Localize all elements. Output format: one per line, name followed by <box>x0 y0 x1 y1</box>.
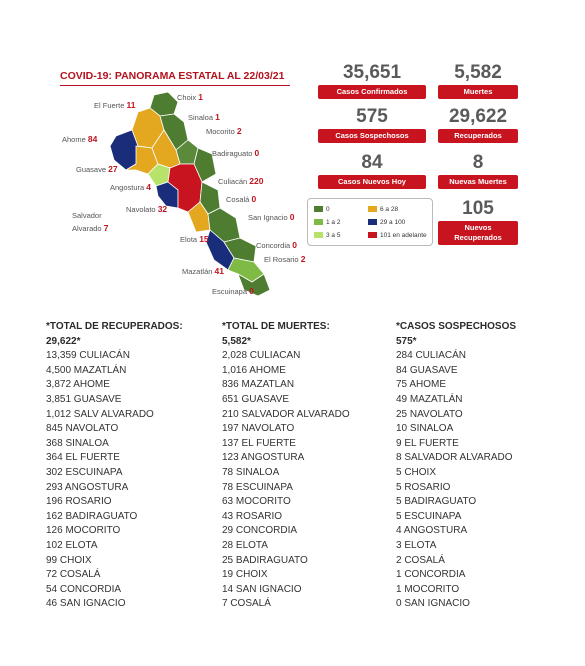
list-item: 25 NAVOLATO <box>396 408 463 420</box>
sospechosos-column <box>396 320 516 612</box>
list-item: 2,028 CULIACAN <box>222 350 301 362</box>
list-item: 284 CULIACÁN <box>396 350 467 362</box>
stat-sospechosos-value: 575 <box>356 106 388 127</box>
list-item: 123 ANGOSTURA <box>222 452 305 464</box>
muertes-heading: *TOTAL DE MUERTES: <box>222 321 330 332</box>
map-label-elota: Elota 15 <box>180 234 209 244</box>
list-item: 2 COSALÁ <box>396 554 445 566</box>
list-item: 10 SINALOA <box>396 423 454 435</box>
list-item: 29 CONCORDIA <box>222 525 298 537</box>
muertes-list <box>222 349 350 612</box>
list-item: 14 SAN IGNACIO <box>222 583 302 595</box>
list-item: 3 ELOTA <box>396 539 437 551</box>
stat-confirmados-value: 35,651 <box>342 62 402 83</box>
list-item: 1 MOCORITO <box>396 583 460 595</box>
list-item: 368 SINALOA <box>46 437 109 449</box>
sospechosos-heading: *CASOS SOSPECHOSOS <box>396 321 517 332</box>
map-label-sinaloa: Sinaloa 1 <box>188 112 220 122</box>
list-item: 126 MOCORITO <box>46 525 121 537</box>
stat-nuevos-hoy-label: Casos Nuevos Hoy <box>318 175 426 189</box>
list-item: 5 ROSARIO <box>396 481 451 493</box>
title-underline <box>60 85 290 86</box>
list-item: 78 SINALOA <box>222 466 280 478</box>
list-item: 46 SAN IGNACIO <box>46 598 126 610</box>
stat-sospechosos <box>318 106 426 143</box>
list-item: 75 AHOME <box>396 379 447 391</box>
map-label-concordia: Concordia 0 <box>256 240 298 250</box>
list-item: 78 ESCUINAPA <box>222 481 293 493</box>
map-label-salvador-alvarado: Salvador Alvarado 7 <box>72 211 109 233</box>
legend-item-0: 0 <box>314 206 330 213</box>
stat-muertes <box>438 62 518 99</box>
list-item: 28 ELOTA <box>222 539 268 551</box>
list-item: 196 ROSARIO <box>46 496 112 508</box>
list-item: 49 MAZATLÁN <box>396 393 463 405</box>
muertes-total: 5,582* <box>222 335 251 347</box>
stat-nuevos-recuperados-value: 105 <box>462 198 494 219</box>
map-label-escuinapa: Escuinapa 0 <box>212 286 254 296</box>
list-item: 4,500 MAZATLÁN <box>46 364 127 376</box>
list-item: 8 SALVADOR ALVARADO <box>396 452 513 464</box>
list-item: 210 SALVADOR ALVARADO <box>222 408 350 420</box>
list-item: 5 ESCUINAPA <box>396 510 462 522</box>
map-label-el-fuerte: El Fuerte 11 <box>94 100 136 110</box>
sospechosos-list <box>396 349 516 612</box>
legend-item-101: 101 en adelante <box>368 232 427 239</box>
map-label-navolato: Navolato 32 <box>126 204 168 214</box>
page-title: COVID-19: PANORAMA ESTATAL AL 22/03/21 <box>60 70 285 82</box>
recuperados-column <box>46 320 183 612</box>
list-item: 19 CHOIX <box>222 569 268 581</box>
list-item: 7 COSALÁ <box>222 598 271 610</box>
recuperados-heading: *TOTAL DE RECUPERADOS: <box>46 321 183 332</box>
list-item: 1,012 SALV ALVARADO <box>46 408 154 420</box>
list-item: 3,872 AHOME <box>46 379 110 391</box>
map-label-guasave: Guasave 27 <box>76 164 118 174</box>
list-item: 84 GUASAVE <box>396 364 458 376</box>
legend-item-6-28: 6 a 28 <box>368 206 398 213</box>
list-item: 25 BADIRAGUATO <box>222 554 308 566</box>
sospechosos-total: 575* <box>396 335 417 347</box>
list-item: 5 CHOIX <box>396 466 437 478</box>
stat-muertes-value: 5,582 <box>454 62 502 83</box>
list-item: 162 BADIRAGUATO <box>46 510 138 522</box>
list-item: 137 EL FUERTE <box>222 437 296 449</box>
list-item: 197 NAVOLATO <box>222 423 295 435</box>
recuperados-list <box>46 349 183 612</box>
map-label-cosala: Cosalá 0 <box>226 194 257 204</box>
list-item: 3,851 GUASAVE <box>46 393 122 405</box>
list-item: 54 CONCORDIA <box>46 583 122 595</box>
map-label-ahome: Ahome 84 <box>62 134 98 144</box>
list-item: 102 ELOTA <box>46 539 98 551</box>
map-label-angostura: Angostura 4 <box>110 182 152 192</box>
stat-nuevas-muertes-label: Nuevas Muertes <box>438 175 518 189</box>
map-label-san-ignacio: San Ignacio 0 <box>248 212 295 222</box>
stat-recuperados <box>438 106 518 143</box>
list-item: 5 BADIRAGUATO <box>396 496 477 508</box>
map-label-mazatlan: Mazatlán 41 <box>182 266 224 276</box>
stat-nuevas-muertes-value: 8 <box>472 152 484 173</box>
list-item: 13,359 CULIACÁN <box>46 350 130 362</box>
legend-item-1-2: 1 a 2 <box>314 219 340 226</box>
stat-nuevas-muertes <box>438 152 518 189</box>
sinaloa-map <box>60 90 310 300</box>
legend-item-29-100: 29 a 100 <box>368 219 405 226</box>
list-item: 836 MAZATLAN <box>222 379 295 391</box>
list-item: 63 MOCORITO <box>222 496 291 508</box>
list-item: 845 NAVOLATO <box>46 423 119 435</box>
map-label-choix: Choix 1 <box>177 92 204 102</box>
list-item: 651 GUASAVE <box>222 393 290 405</box>
legend-item-3-5: 3 a 5 <box>314 232 340 239</box>
list-item: 364 EL FUERTE <box>46 452 120 464</box>
stat-confirmados <box>318 62 426 99</box>
stat-recuperados-label: Recuperados <box>438 129 518 143</box>
list-item: 302 ESCUINAPA <box>46 466 123 478</box>
list-item: 9 EL FUERTE <box>396 437 459 449</box>
stat-nuevos-hoy-value: 84 <box>361 152 383 173</box>
stat-sospechosos-label: Casos Sospechosos <box>318 129 426 143</box>
list-item: 43 ROSARIO <box>222 510 283 522</box>
stat-recuperados-value: 29,622 <box>448 106 508 127</box>
map-label-culiacan: Culiacán 220 <box>218 176 264 186</box>
list-item: 4 ANGOSTURA <box>396 525 468 537</box>
stat-nuevos-recuperados <box>438 198 518 245</box>
recuperados-total: 29,622* <box>46 335 81 347</box>
stat-confirmados-label: Casos Confirmados <box>318 85 426 99</box>
list-item: 1 CONCORDIA <box>396 569 466 581</box>
stat-nuevos-recuperados-label: Nuevos Recuperados <box>438 221 518 245</box>
muertes-column <box>222 320 350 612</box>
map-label-el-rosario: El Rosario 2 <box>264 254 306 264</box>
list-item: 99 CHOIX <box>46 554 92 566</box>
stat-muertes-label: Muertes <box>438 85 518 99</box>
list-item: 1,016 AHOME <box>222 364 286 376</box>
list-item: 0 SAN IGNACIO <box>396 598 470 610</box>
stat-nuevos-hoy <box>318 152 426 189</box>
map-label-badiraguato: Badiraguato 0 <box>212 148 260 158</box>
map-label-mocorito: Mocorito 2 <box>206 126 242 136</box>
map-legend <box>307 198 433 246</box>
list-item: 72 COSALÁ <box>46 569 101 581</box>
list-item: 293 ANGOSTURA <box>46 481 129 493</box>
